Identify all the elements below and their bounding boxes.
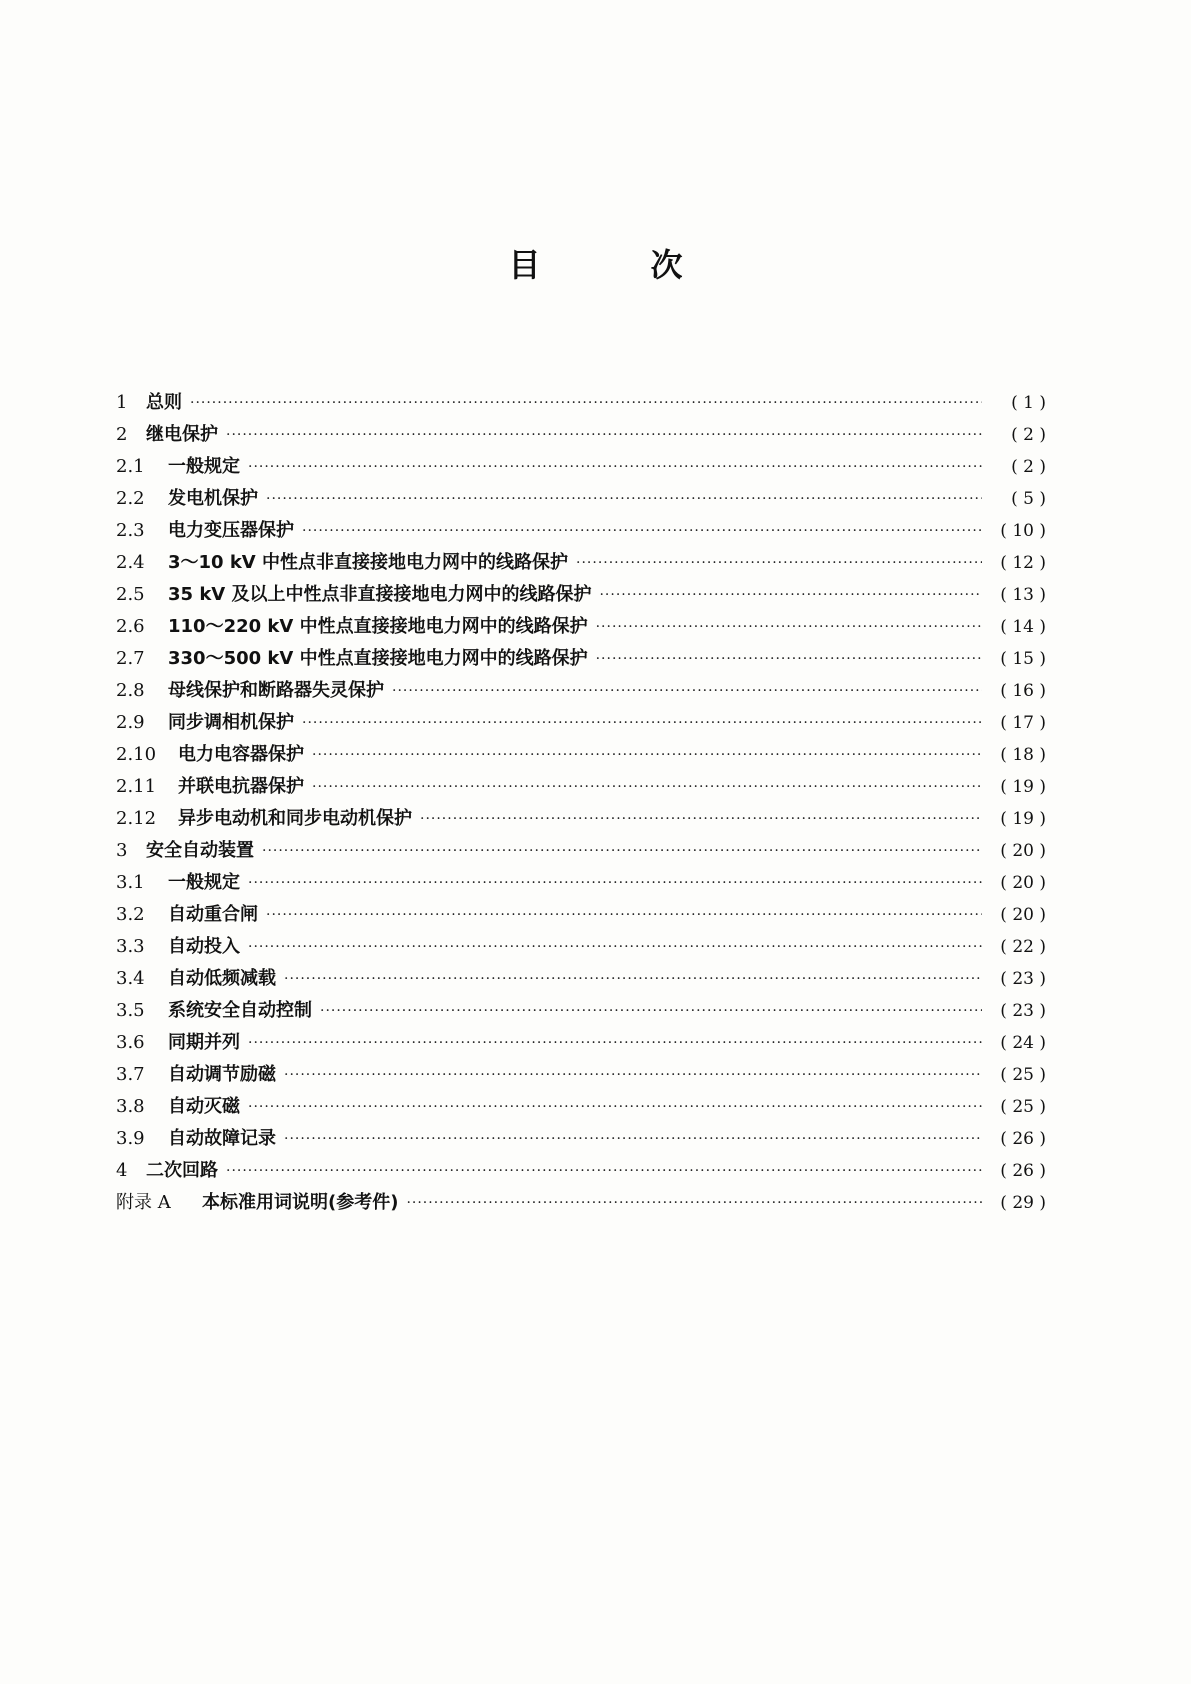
toc-entry	[116, 1155, 1046, 1187]
toc-entry-page: ( 23 )	[1000, 969, 1046, 989]
toc-entry-label: 本标准用词说明(参考件)	[202, 1192, 399, 1213]
toc-entry-number: 附录 A	[116, 1192, 171, 1213]
toc-entry-label: 发电机保护	[168, 488, 258, 509]
toc-leader-dots	[248, 867, 982, 899]
toc-entry-number: 2.1	[116, 456, 145, 477]
toc-entry	[116, 515, 1046, 547]
toc-entry-label: 电力电容器保护	[178, 744, 304, 765]
toc-entry-page: ( 17 )	[1000, 713, 1046, 733]
toc-entry-label: 330～500 kV 中性点直接接地电力网中的线路保护	[168, 648, 588, 669]
toc-entry-page: ( 26 )	[1000, 1161, 1046, 1181]
toc-leader-dots	[596, 611, 982, 643]
toc-entry	[116, 835, 1046, 867]
toc-entry-label: 110～220 kV 中性点直接接地电力网中的线路保护	[168, 616, 588, 637]
toc-entry-page: ( 20 )	[1000, 873, 1046, 893]
toc-entry-label: 自动故障记录	[168, 1128, 276, 1149]
toc-entry-label: 自动投入	[168, 936, 240, 957]
toc-entry-page: ( 25 )	[1000, 1065, 1046, 1085]
toc-entry-number: 2	[116, 424, 128, 445]
toc-entry	[116, 547, 1046, 579]
toc-entry	[116, 611, 1046, 643]
toc-leader-dots	[190, 387, 982, 419]
toc-leader-dots	[262, 835, 982, 867]
toc-entry-label: 系统安全自动控制	[168, 1000, 312, 1021]
toc-entry-label: 3～10 kV 中性点非直接接地电力网中的线路保护	[168, 552, 569, 573]
toc-entry-label: 同期并列	[168, 1032, 240, 1053]
toc-leader-dots	[576, 547, 982, 579]
toc-entry	[116, 387, 1046, 419]
toc-entry-number: 2.11	[116, 776, 157, 797]
page-title	[0, 240, 1191, 286]
toc-leader-dots	[312, 771, 982, 803]
toc-leader-dots	[248, 1091, 982, 1123]
toc-entry-number: 2.7	[116, 648, 145, 669]
toc-entry-label: 一般规定	[168, 456, 240, 477]
toc-entry-number: 3.5	[116, 1000, 145, 1021]
toc-entry-number: 2.8	[116, 680, 145, 701]
toc-entry	[116, 1091, 1046, 1123]
toc-entry-number: 3	[116, 840, 128, 861]
toc-leader-dots	[320, 995, 982, 1027]
toc-entry-number: 3.8	[116, 1096, 145, 1117]
toc-entry-page: ( 19 )	[1000, 809, 1046, 829]
toc-entry-page: ( 25 )	[1000, 1097, 1046, 1117]
toc-entry-number: 3.9	[116, 1128, 145, 1149]
toc-entry-page: ( 24 )	[1000, 1033, 1046, 1053]
toc-entry-number: 3.4	[116, 968, 145, 989]
toc-entry-label: 自动灭磁	[168, 1096, 240, 1117]
toc-entry-page: ( 20 )	[1000, 841, 1046, 861]
toc-entry-label: 同步调相机保护	[168, 712, 294, 733]
toc-entry	[116, 643, 1046, 675]
toc-leader-dots	[284, 1059, 982, 1091]
toc-entry	[116, 419, 1046, 451]
toc-entry-page: ( 16 )	[1000, 681, 1046, 701]
title-char-1: 目	[508, 246, 541, 284]
toc-entry-page: ( 22 )	[1000, 937, 1046, 957]
toc-entry-page: ( 1 )	[1011, 393, 1046, 413]
title-char-2: 次	[650, 246, 683, 284]
toc-entry	[116, 899, 1046, 931]
toc-entry	[116, 1123, 1046, 1155]
toc-entry	[116, 963, 1046, 995]
toc-entry-label: 母线保护和断路器失灵保护	[168, 680, 384, 701]
toc-leader-dots	[248, 451, 982, 483]
toc-entry-number: 4	[116, 1160, 128, 1181]
toc-entry	[116, 1059, 1046, 1091]
toc-leader-dots	[248, 1027, 982, 1059]
toc-entry	[116, 579, 1046, 611]
toc-leader-dots	[248, 931, 982, 963]
toc-entry-label: 并联电抗器保护	[178, 776, 304, 797]
toc-entry-page: ( 20 )	[1000, 905, 1046, 925]
toc-leader-dots	[420, 803, 982, 835]
toc-entry-number: 2.2	[116, 488, 145, 509]
toc-entry	[116, 995, 1046, 1027]
toc-leader-dots	[312, 739, 982, 771]
toc-entry	[116, 451, 1046, 483]
toc-entry-number: 1	[116, 392, 128, 413]
toc-entry-page: ( 14 )	[1000, 617, 1046, 637]
toc-entry-label: 总则	[146, 392, 182, 413]
toc-entry-page: ( 12 )	[1000, 553, 1046, 573]
toc-entry-number: 2.10	[116, 744, 157, 765]
toc-entry-number: 2.3	[116, 520, 145, 541]
toc-entry-label: 异步电动机和同步电动机保护	[178, 808, 412, 829]
toc-entry-page: ( 19 )	[1000, 777, 1046, 797]
toc-entry-number: 3.1	[116, 872, 145, 893]
toc-entry-number: 3.6	[116, 1032, 145, 1053]
toc-leader-dots	[226, 1155, 982, 1187]
toc-entry-page: ( 15 )	[1000, 649, 1046, 669]
toc-entry-page: ( 26 )	[1000, 1129, 1046, 1149]
toc-entry	[116, 803, 1046, 835]
toc-entry	[116, 1027, 1046, 1059]
toc-leader-dots	[266, 899, 982, 931]
toc-entry	[116, 931, 1046, 963]
toc-entry-label: 自动重合闸	[168, 904, 258, 925]
toc-entry	[116, 771, 1046, 803]
table-of-contents	[116, 387, 1046, 1219]
toc-entry-label: 自动调节励磁	[168, 1064, 276, 1085]
toc-leader-dots	[599, 579, 982, 611]
toc-entry-number: 2.4	[116, 552, 145, 573]
toc-entry-page: ( 23 )	[1000, 1001, 1046, 1021]
toc-entry-number: 3.7	[116, 1064, 145, 1085]
toc-entry-page: ( 29 )	[1000, 1193, 1046, 1213]
toc-entry-number: 3.2	[116, 904, 145, 925]
toc-entry-label: 电力变压器保护	[168, 520, 294, 541]
toc-leader-dots	[596, 643, 982, 675]
toc-entry-number: 2.6	[116, 616, 145, 637]
toc-leader-dots	[406, 1187, 982, 1219]
toc-entry-page: ( 13 )	[1000, 585, 1046, 605]
toc-entry-label: 35 kV 及以上中性点非直接接地电力网中的线路保护	[168, 584, 592, 605]
toc-entry	[116, 867, 1046, 899]
toc-entry-label: 一般规定	[168, 872, 240, 893]
toc-leader-dots	[266, 483, 982, 515]
toc-leader-dots	[302, 515, 982, 547]
toc-entry-label: 安全自动装置	[146, 840, 254, 861]
toc-entry	[116, 675, 1046, 707]
toc-entry-page: ( 5 )	[1011, 489, 1046, 509]
toc-entry-number: 2.12	[116, 808, 157, 829]
toc-entry-page: ( 18 )	[1000, 745, 1046, 765]
toc-entry-number: 2.5	[116, 584, 145, 605]
toc-entry-label: 继电保护	[146, 424, 218, 445]
toc-leader-dots	[284, 1123, 982, 1155]
toc-leader-dots	[284, 963, 982, 995]
toc-entry-page: ( 10 )	[1000, 521, 1046, 541]
toc-leader-dots	[226, 419, 982, 451]
toc-leader-dots	[302, 707, 982, 739]
toc-leader-dots	[392, 675, 982, 707]
toc-entry-page: ( 2 )	[1011, 457, 1046, 477]
toc-entry-label: 自动低频减载	[168, 968, 276, 989]
toc-entry	[116, 483, 1046, 515]
toc-entry	[116, 739, 1046, 771]
toc-entry	[116, 707, 1046, 739]
toc-entry	[116, 1187, 1046, 1219]
toc-entry-label: 二次回路	[146, 1160, 218, 1181]
toc-entry-number: 2.9	[116, 712, 145, 733]
toc-entry-page: ( 2 )	[1011, 425, 1046, 445]
toc-entry-number: 3.3	[116, 936, 145, 957]
